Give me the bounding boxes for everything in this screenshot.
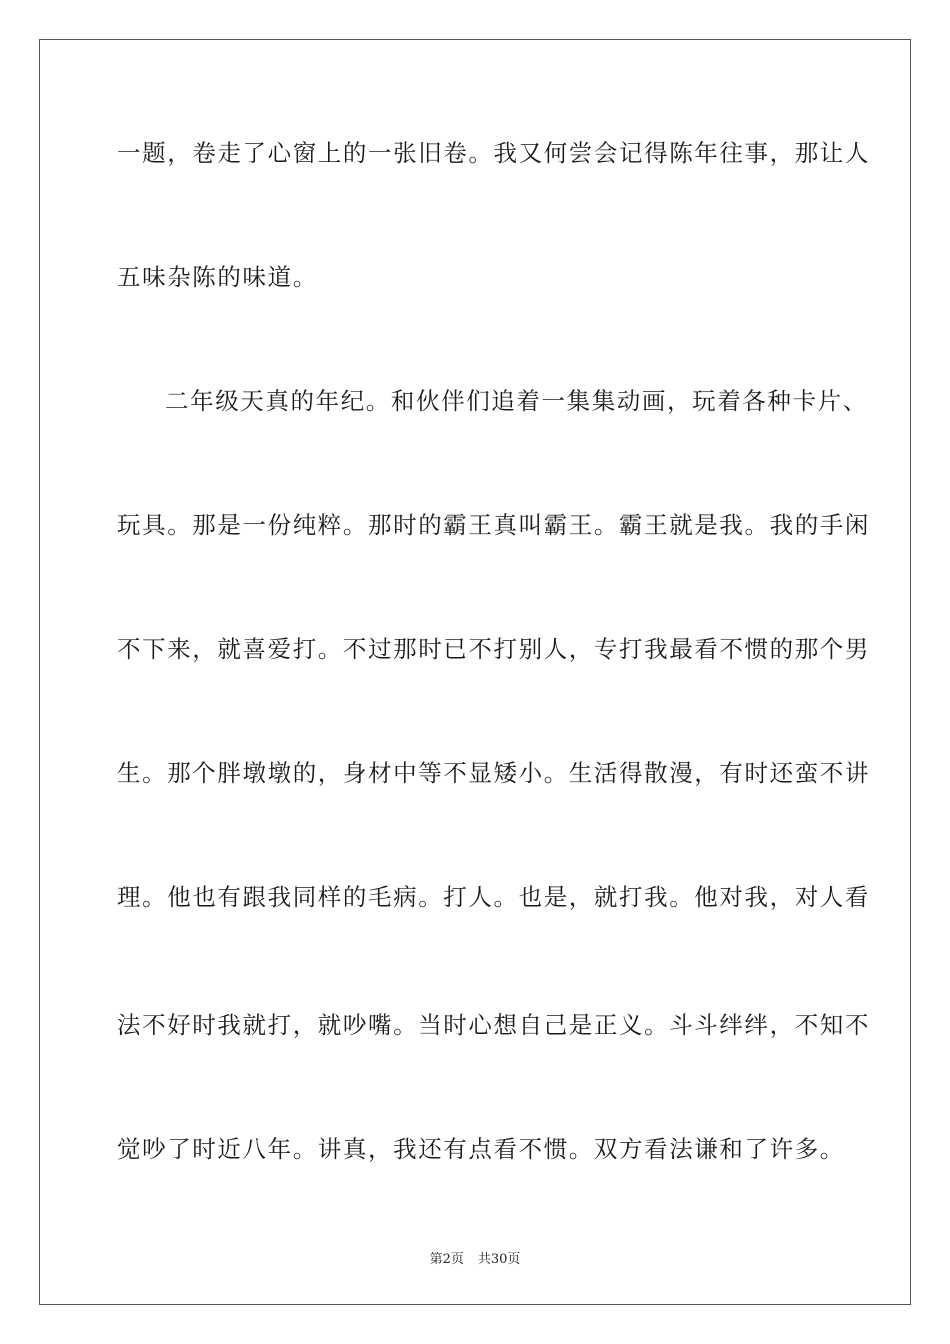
paragraph-line: 法不好时我就打，就吵嘴。当时心想自己是正义。斗斗绊绊，不知不 <box>117 1011 870 1039</box>
paragraph-line: 不下来，就喜爱打。不过那时已不打别人，专打我最看不惯的那个男 <box>117 635 870 663</box>
paragraph-line: 一题，卷走了心窗上的一张旧卷。我又何尝会记得陈年往事，那让人 <box>117 139 870 167</box>
page-number: 第2页 <box>429 1252 464 1267</box>
paragraph-line: 理。他也有跟我同样的毛病。打人。也是，就打我。他对我，对人看 <box>117 883 870 911</box>
paragraph-line: 二年级天真的年纪。和伙伴们追着一集集动画，玩着各种卡片、 <box>165 387 868 415</box>
total-pages: 共30页 <box>477 1252 521 1267</box>
page-border <box>39 39 911 1305</box>
paragraph-line: 觉吵了时近八年。讲真，我还有点看不惯。双方看法谦和了许多。 <box>117 1135 845 1163</box>
paragraph-line: 玩具。那是一份纯粹。那时的霸王真叫霸王。霸王就是我。我的手闲 <box>117 511 870 539</box>
page-footer <box>0 1248 950 1267</box>
paragraph-line: 生。那个胖墩墩的，身材中等不显矮小。生活得散漫，有时还蛮不讲 <box>117 759 870 787</box>
paragraph-line: 五味杂陈的味道。 <box>117 263 318 291</box>
